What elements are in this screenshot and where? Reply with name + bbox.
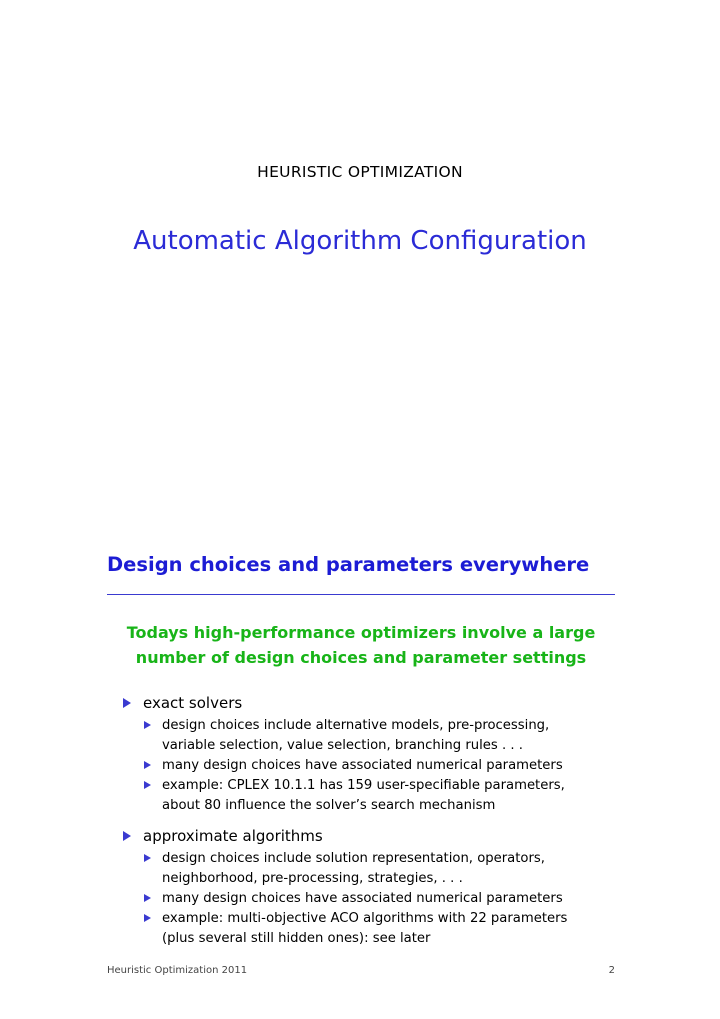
frame-title: Design choices and parameters everywhere	[107, 553, 590, 576]
bullet-triangle-icon	[123, 831, 131, 841]
course-name: HEURISTIC OPTIMIZATION	[257, 163, 463, 181]
sub-item	[143, 849, 622, 889]
page-number: 2	[608, 965, 615, 976]
bullet-triangle-icon	[144, 894, 151, 902]
sub-item	[143, 756, 622, 776]
list-item-label: approximate algorithms	[143, 827, 323, 845]
sub-item-line: example: CPLEX 10.1.1 has 159 user-specifiable parameters,	[162, 778, 565, 793]
sub-item-line: many design choices have associated numerical parameters	[162, 891, 563, 906]
sub-item-line: many design choices have associated numerical parameters	[162, 758, 563, 773]
bullet-triangle-icon	[144, 914, 151, 922]
bullet-triangle-icon	[144, 854, 151, 862]
footer-text: Heuristic Optimization 2011	[107, 965, 248, 976]
sub-item-line: variable selection, value selection, branching rules . . .	[162, 738, 523, 753]
bullet-triangle-icon	[144, 761, 151, 769]
list-item-label: exact solvers	[143, 694, 243, 712]
highlight-line: number of design choices and parameter settings	[135, 648, 587, 667]
list-item-exact-solvers	[122, 692, 622, 816]
title-rule	[107, 594, 615, 595]
sub-item-line: design choices include solution representation, operators,	[162, 851, 545, 866]
highlight-statement	[107, 620, 615, 670]
page-title: Automatic Algorithm Configuration	[133, 226, 587, 256]
list-item-approximate-algorithms	[122, 825, 622, 949]
sub-list	[143, 716, 622, 816]
bullet-triangle-icon	[144, 781, 151, 789]
bullet-list	[122, 692, 622, 949]
sub-item-line: example: multi-objective ACO algorithms with 22 parameters	[162, 911, 568, 926]
sub-item	[143, 776, 622, 816]
sub-item-line: (plus several still hidden ones): see later	[162, 931, 431, 946]
sub-item	[143, 716, 622, 756]
bullet-triangle-icon	[123, 698, 131, 708]
sub-item-line: design choices include alternative models, pre-processing,	[162, 718, 550, 733]
bullet-triangle-icon	[144, 721, 151, 729]
highlight-line: Todays high-performance optimizers involve a large	[126, 623, 596, 642]
sub-item	[143, 909, 622, 949]
sub-list	[143, 849, 622, 949]
sub-item-line: neighborhood, pre-processing, strategies, . . .	[162, 871, 463, 886]
sub-item-line: about 80 influence the solver’s search mechanism	[162, 798, 496, 813]
sub-item	[143, 889, 622, 909]
